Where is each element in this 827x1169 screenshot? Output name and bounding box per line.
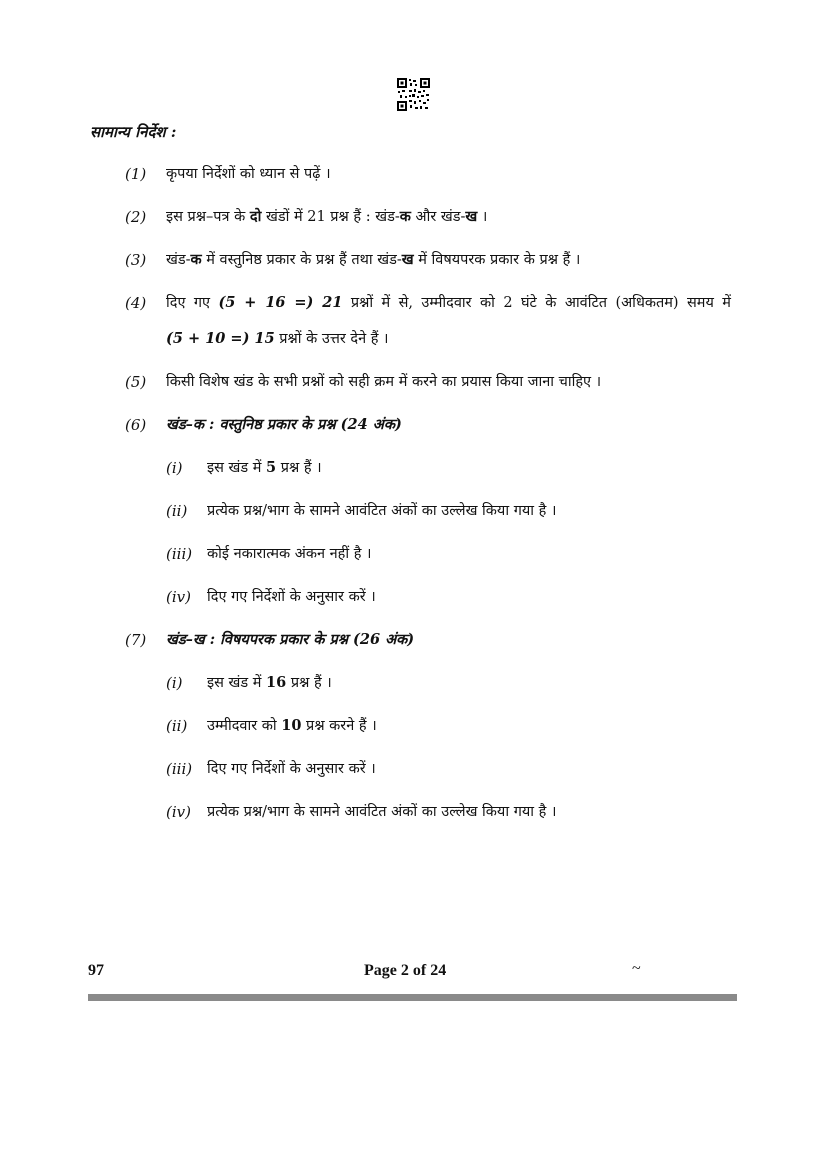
sub-item-number: (i) [166,674,183,692]
sub-item-text: उम्मीदवार को 10 प्रश्न करने हैं । [207,717,377,734]
item-text: इस प्रश्न–पत्र के दो खंडों में 21 प्रश्न हैं : खंड-क और खंड-ख । [166,208,488,225]
sub-item-text: प्रत्येक प्रश्न/भाग के सामने आवंटित अंकों का उल्लेख किया गया है । [207,804,557,820]
item-number: (6) [125,416,147,434]
footer-rule [88,994,737,1001]
page-number: Page 2 of 24 [364,962,447,979]
item-number: (2) [125,208,147,226]
item-text: किसी विशेष खंड के सभी प्रश्नों को सही क्रम में करने का प्रयास किया जाना चाहिए । [166,374,602,390]
item-number: (4) [125,294,147,312]
sub-item-number: (iii) [166,545,193,563]
item-number: (3) [125,251,147,269]
section-title-text: खंड–ख : विषयपरक प्रकार के प्रश्न (26 अंक) [166,631,415,648]
sub-item-number: (ii) [166,502,188,520]
item-text: (5 + 10 =) 15 प्रश्नों के उत्तर देने हैं । [166,330,389,347]
sub-item-number: (i) [166,459,183,477]
sub-item-number: (iv) [166,803,191,821]
paper-code: 97 [88,962,104,979]
sub-item-text: इस खंड में 16 प्रश्न हैं । [207,674,332,691]
item-text: कृपया निर्देशों को ध्यान से पढ़ें । [166,166,331,182]
sub-item-number: (iii) [166,760,193,778]
item-number: (7) [125,631,147,649]
qr-code [397,78,430,111]
item-number: (5) [125,373,147,391]
item-text: दिए गए (5 + 16 =) 21 प्रश्नों में से, उम्मीदवार को 2 घंटे के आवंटित (अधिकतम) समय में [166,294,731,311]
footer-mark: ~ [632,960,641,977]
sub-item-text: दिए गए निर्देशों के अनुसार करें । [207,589,376,605]
sub-item-number: (iv) [166,588,191,606]
item-text: खंड-क में वस्तुनिष्ठ प्रकार के प्रश्न हैं तथा खंड-ख में विषयपरक प्रकार के प्रश्न हैं । [166,251,581,268]
sub-item-number: (ii) [166,717,188,735]
general-instructions-heading: सामान्य निर्देश : [90,123,177,141]
section-title-text: खंड–क : वस्तुनिष्ठ प्रकार के प्रश्न (24 अंक) [166,416,402,433]
sub-item-text: प्रत्येक प्रश्न/भाग के सामने आवंटित अंकों का उल्लेख किया गया है । [207,503,557,519]
sub-item-text: कोई नकारात्मक अंकन नहीं है । [207,546,372,562]
sub-item-text: इस खंड में 5 प्रश्न हैं । [207,459,322,476]
item-number: (1) [125,165,147,183]
sub-item-text: दिए गए निर्देशों के अनुसार करें । [207,761,376,777]
